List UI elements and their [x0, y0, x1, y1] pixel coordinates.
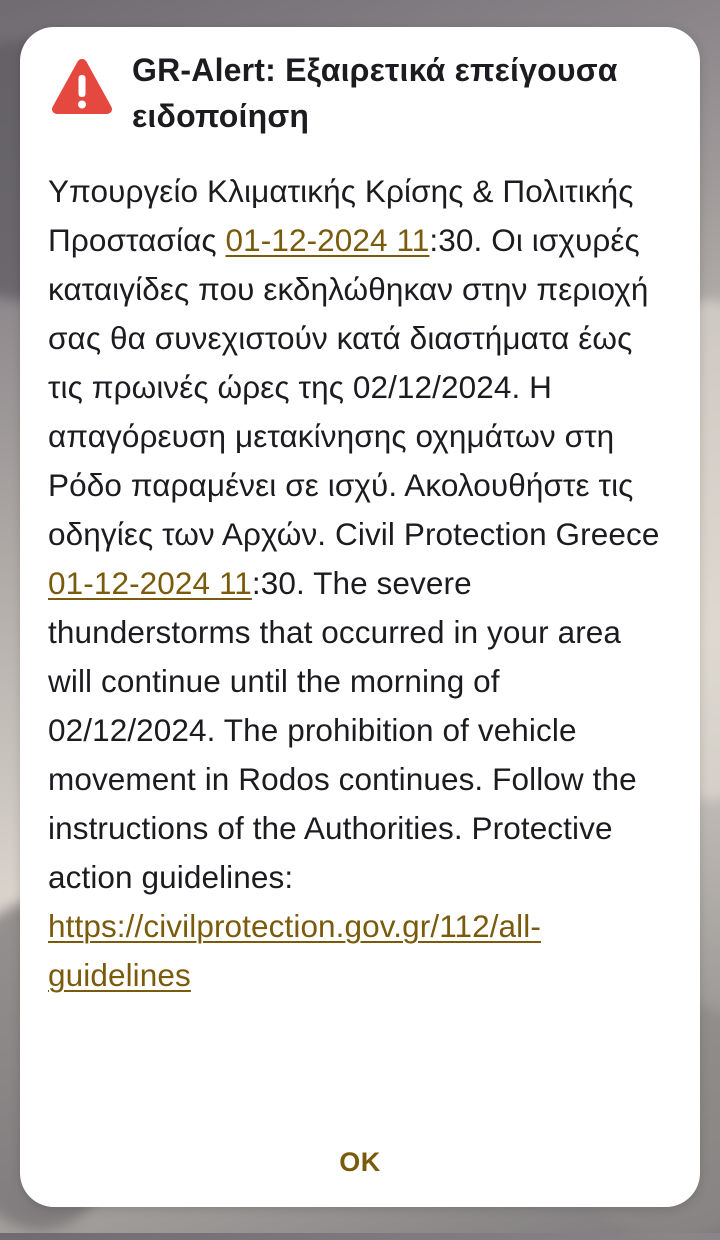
emergency-alert-dialog — [20, 27, 700, 1207]
alert-message — [48, 167, 672, 1000]
alert-title: GR-Alert: Εξαιρετικά επείγουσα ειδοποίηση — [132, 52, 618, 134]
message-text: Υπουργείο Κλιματικής Κρίσης & Πολιτικής Προστασίας — [48, 173, 634, 258]
date-link[interactable]: 01-12-2024 11 — [225, 222, 430, 258]
date-link[interactable]: 01-12-2024 11 — [48, 565, 252, 601]
alert-header — [50, 47, 680, 139]
warning-triangle-icon — [50, 56, 114, 116]
message-text: :30. Οι ισχυρές καταιγίδες που εκδηλώθηκαν στην περιοχή σας θα συνεχιστούν κατά διαστήματα έως τις πρωινές ώρες της 02/12/2024. Η απαγόρευση μετακίνησης οχημάτων στη Ρόδο παραμένει σε ισχύ. Ακολουθήστε τις οδηγίες των Αρχών. Civil Protection Greece — [48, 222, 660, 552]
ok-button[interactable]: OK — [310, 1137, 410, 1187]
guidelines-url-link[interactable]: https://civilprotection.gov.gr/112/all-guidelines — [48, 908, 541, 993]
message-text: :30. The severe thunderstorms that occurred in your area will continue until the morning of 02/12/2024. The prohibition of vehicle movement in Rodos continues. Follow the instructions of the Authorities. Protective action guidelines: — [48, 565, 637, 895]
